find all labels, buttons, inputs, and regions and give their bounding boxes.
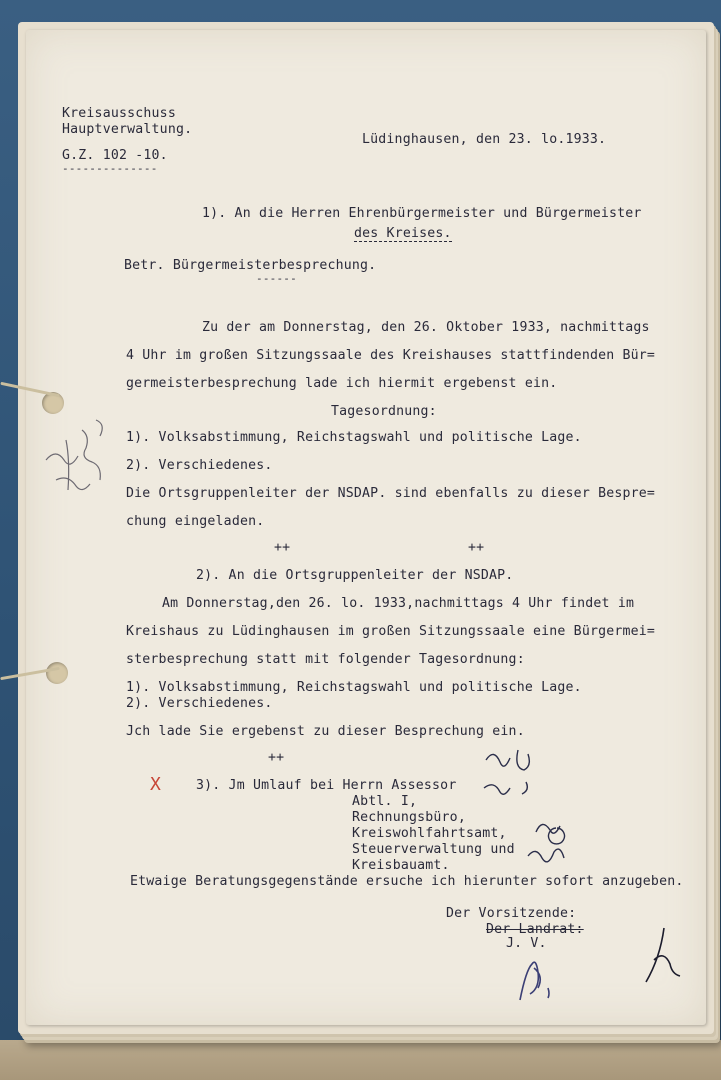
circulation-line: Rechnungsbüro, [352, 810, 466, 825]
reference-rule: -------------- [62, 162, 158, 175]
reference-number: G.Z. 102 -10. [62, 148, 168, 163]
circulation-line: Abtl. I, [352, 794, 418, 809]
red-x-mark: X [150, 774, 162, 795]
circulation-line: Steuerverwaltung und [352, 842, 515, 857]
body-line: sterbesprechung statt mit folgender Tagesordnung: [126, 652, 525, 667]
separator: ++ [274, 540, 291, 555]
circulation-line: Kreiswohlfahrtsamt, [352, 826, 507, 841]
body-line: chung eingeladen. [126, 514, 265, 529]
signature-title: Der Vorsitzende: [446, 906, 577, 921]
final-initial [636, 920, 686, 990]
body-line: Am Donnerstag,den 26. lo. 1933,nachmittags 4 Uhr findet im [162, 596, 635, 611]
request-line: Etwaige Beratungsgegenstände ersuche ich hierunter sofort anzugeben. [130, 874, 684, 889]
agenda-heading: Tagesordnung: [331, 404, 437, 419]
department-division: Hauptverwaltung. [62, 122, 193, 137]
struck-title: Der Landrat: [486, 922, 584, 937]
initials-cluster [466, 742, 596, 882]
body-line: Kreishaus zu Lüdinghausen im großen Sitzungssaale eine Bürgermei= [126, 624, 656, 639]
place-and-date: Lüdinghausen, den 23. lo.1933. [362, 132, 607, 147]
subject-rule: ------ [256, 272, 297, 285]
separator: ++ [468, 540, 485, 555]
body-line: Jch lade Sie ergebenst zu dieser Besprechung ein. [126, 724, 525, 739]
subject-line: Betr. Bürgermeisterbesprechung. [124, 258, 377, 273]
addressee-mayors: 1). An die Herren Ehrenbürgermeister und Bürgermeister [202, 206, 642, 221]
separator: ++ [268, 750, 285, 765]
circulation-line: 3). Jm Umlauf bei Herrn Assessor [196, 778, 457, 793]
document-page [26, 30, 706, 1025]
addressee-district: des Kreises. [354, 226, 452, 241]
agenda-item: 1). Volksabstimmung, Reichstagswahl und politische Lage. [126, 680, 582, 695]
margin-pencil-note [36, 400, 126, 510]
deputy-signature [506, 948, 576, 1008]
body-line: Zu der am Donnerstag, den 26. Oktober 1933, nachmittags [202, 320, 650, 335]
agenda-item: 2). Verschiedenes. [126, 458, 273, 473]
agenda-item: 2). Verschiedenes. [126, 696, 273, 711]
punch-hole-lower [46, 662, 68, 684]
deputy-abbrev: J. V. [506, 936, 547, 951]
body-line: 4 Uhr im großen Sitzungssaale des Kreishauses stattfindenden Bür= [126, 348, 656, 363]
addressee-party-leaders: 2). An die Ortsgruppenleiter der NSDAP. [196, 568, 514, 583]
body-line: germeisterbesprechung lade ich hiermit ergebenst ein. [126, 376, 558, 391]
wooden-table [0, 1040, 721, 1080]
agenda-item: 1). Volksabstimmung, Reichstagswahl und politische Lage. [126, 430, 582, 445]
circulation-line: Kreisbauamt. [352, 858, 450, 873]
department-name: Kreisausschuss [62, 106, 176, 121]
body-line: Die Ortsgruppenleiter der NSDAP. sind ebenfalls zu dieser Bespre= [126, 486, 656, 501]
